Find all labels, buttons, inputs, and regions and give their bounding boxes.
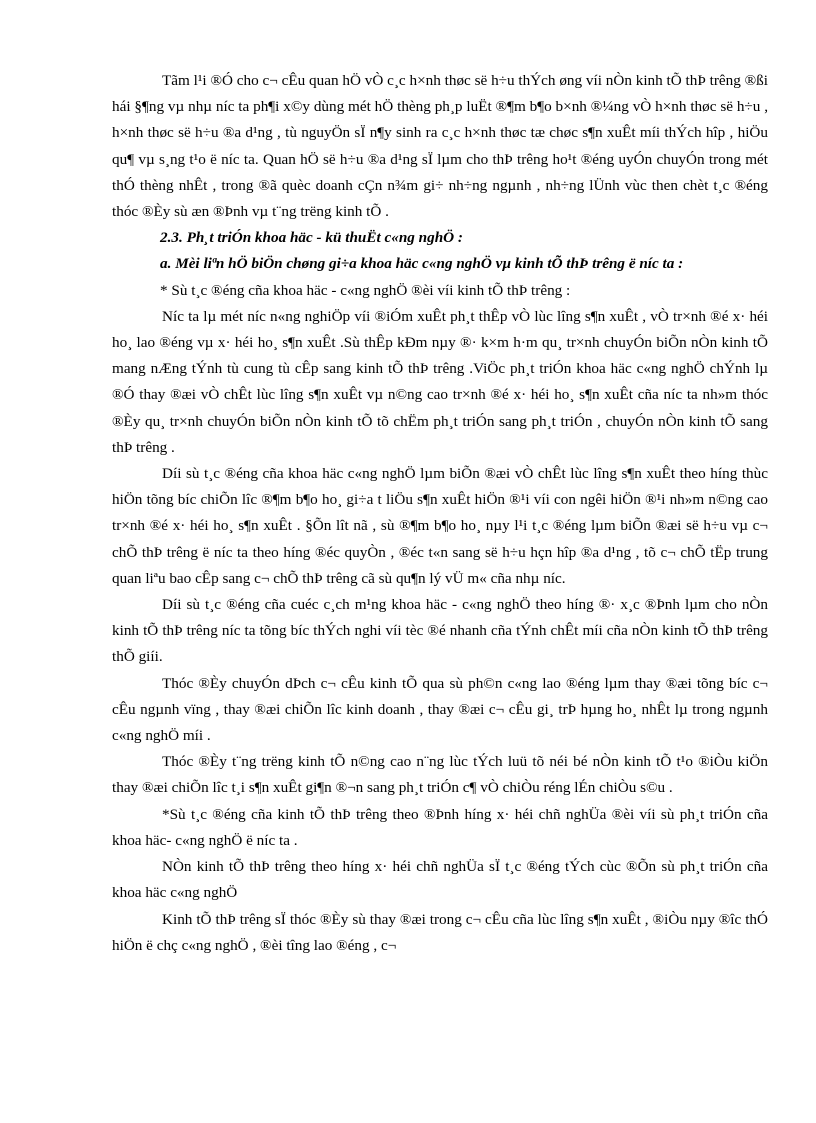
paragraph-market-impact-heading: *Sù t¸c ®éng cña kinh tÕ thÞ trêng theo ®Þnh híng x· héi chñ nghÜa ®èi víi sù ph¸t triÓn cña khoa häc- c«ng nghÖ ë níc ta . [112,805,768,849]
section-heading-2-3: 2.3. Ph¸t triÓn khoa häc - kü thuËt c«ng nghÖ : [160,229,463,247]
document-page [112,68,768,959]
paragraph-under-impact: Díi sù t¸c ®éng cña khoa häc c«ng nghÖ lµm biÕn ®æi vÒ chÊt lùc lîng s¶n xuÊt theo híng thùc hiÖn tõng bíc chiÕn lîc ®¶m b¶o ho¸ gi÷a t liÖu s¶n xuÊt hiÖn ®¹i víi con ngêi hiÖn ®¹i nh»m n©ng cao tr×nh ®é x· héi ho¸ s¶n xuÊt . §Õn lît nã , sù ®¶m b¶o ho¸ nµy l¹i t¸c ®éng lµm biÕn ®æi së h÷u vµ c¬ chÕ thÞ trêng ë níc ta theo híng ®éc quyÒn , ®éc t«n sang së h÷u hçn hîp ®a d¹ng , tõ c¬ chÕ tËp trung quan liªu bao cÊp sang c¬ chÕ thÞ trêng cã sù qu¶n lý vÜ m« cña nhµ níc. [112,465,768,587]
paragraph-structure-shift: Thóc ®Èy chuyÓn dÞch c¬ cÊu kinh tÕ qua sù ph©n c«ng lao ®éng lµm thay ®æi tõng bíc c¬ cÊu ngµnh vïng , thay ®æi chiÕn lîc kinh doanh , thay ®æi c¬ cÊu gi¸ trÞ hµng ho¸ nhÊt lµ trong ngµnh c«ng nghÖ míi . [112,674,768,745]
subsection-heading-a: a. Mèi liªn hÖ biÖn chøng gi÷a khoa häc c«ng nghÖ vµ kinh tÕ thÞ trêng ë níc ta : [160,255,684,273]
paragraph-market-change: Kinh tÕ thÞ trêng sÏ thóc ®Èy sù thay ®æi trong c¬ cÊu cña lùc lîng s¶n xuÊt , ®iÒu nµy ®îc thÓ hiÖn ë chç c«ng nghÖ , ®èi tîng lao ®éng , c¬ [112,910,768,954]
paragraph-revolution-impact: Díi sù t¸c ®éng cña cuéc c¸ch m¹ng khoa häc - c«ng nghÖ theo híng ®· x¸c ®Þnh lµm cho nÒn kinh tÕ thÞ trêng níc ta tõng bíc thÝch nghi víi tèc ®é nhanh cña tÝnh chÊt míi cña nÒn kinh tÕ thÞ trêng thÕ giíi. [112,596,768,666]
paragraph-impact-heading: * Sù t¸c ®éng cña khoa häc - c«ng nghÖ ®èi víi kinh tÕ thÞ trêng : [160,281,571,299]
paragraph-growth: Thóc ®Èy t¨ng trëng kinh tÕ n©ng cao n¨ng lùc tÝch luü tõ néi bé nÒn kinh tÕ t¹o ®iÒu kiÖn thay ®æi chiÕn lîc t¸i s¶n xuÊt gi¶n ®¬n sang ph¸t triÓn c¶ vÒ chiÒu réng lÉn chiÒu s©u . [112,753,768,797]
paragraph-market-positive: NÒn kinh tÕ thÞ trêng theo híng x· héi chñ nghÜa sÏ t¸c ®éng tÝch cùc ®Õn sù ph¸t triÓn cña khoa häc c«ng nghÖ [112,858,768,902]
paragraph-agricultural-country: Níc ta lµ mét níc n«ng nghiÖp víi ®iÓm xuÊt ph¸t thÊp vÒ lùc lîng s¶n xuÊt , vÒ tr×nh ®é x· héi ho¸ lao ®éng vµ x· héi ho¸ s¶n xuÊt .Sù thÊp kÐm nµy ®· k×m h·m qu¸ tr×nh chuyÓn biÕn nÒn kinh tÕ mang nÆng tÝnh tù cung tù cÊp sang kinh tÕ thÞ trêng .ViÖc ph¸t triÓn khoa häc c«ng nghÖ chÝnh lµ ®Ó thay ®æi vÒ chÊt lùc lîng s¶n xuÊt vµ n©ng cao tr×nh ®é x· héi ho¸ s¶n xuÊt cña níc ta nh»m thóc ®Èy qu¸ tr×nh chuyÓn biÕn nÒn kinh tÕ tõ chËm ph¸t triÓn sang ph¸t triÓn , chuyÓn nÒn kinh tÕ sang thÞ trêng . [112,307,768,456]
paragraph-ownership-summary: Tãm l¹i ®Ó cho c¬ cÊu quan hÖ vÒ c¸c h×nh thøc së h÷u thÝch øng víi nÒn kinh tÕ thÞ trêng ®ßi hái §¶ng vµ nhµ níc ta ph¶i x©y dùng mét hÖ thèng ph¸p luËt ®¶m b¶o b×nh ®¼ng vÒ h×nh thøc së h÷u , h×nh thøc së h÷u ®a d¹ng , tù nguyÖn sÏ n¶y sinh ra c¸c h×nh thøc tæ chøc s¶n xuÊt míi thÝch hîp , hiÖu qu¶ vµ s¸ng t¹o ë níc ta. Quan hÖ së h÷u ®a d¹ng sÏ lµm cho thÞ trêng ho¹t ®éng uyÓn chuyÓn trong mét thÓ thèng nhÊt , trong ®ã quèc doanh cÇn n¾m gi÷ nh÷ng ngµnh , nh÷ng lÜnh vùc then chèt t¸c ®éng thóc ®Èy sù æn ®Þnh vµ t¨ng trëng kinh tÕ . [112,72,768,221]
